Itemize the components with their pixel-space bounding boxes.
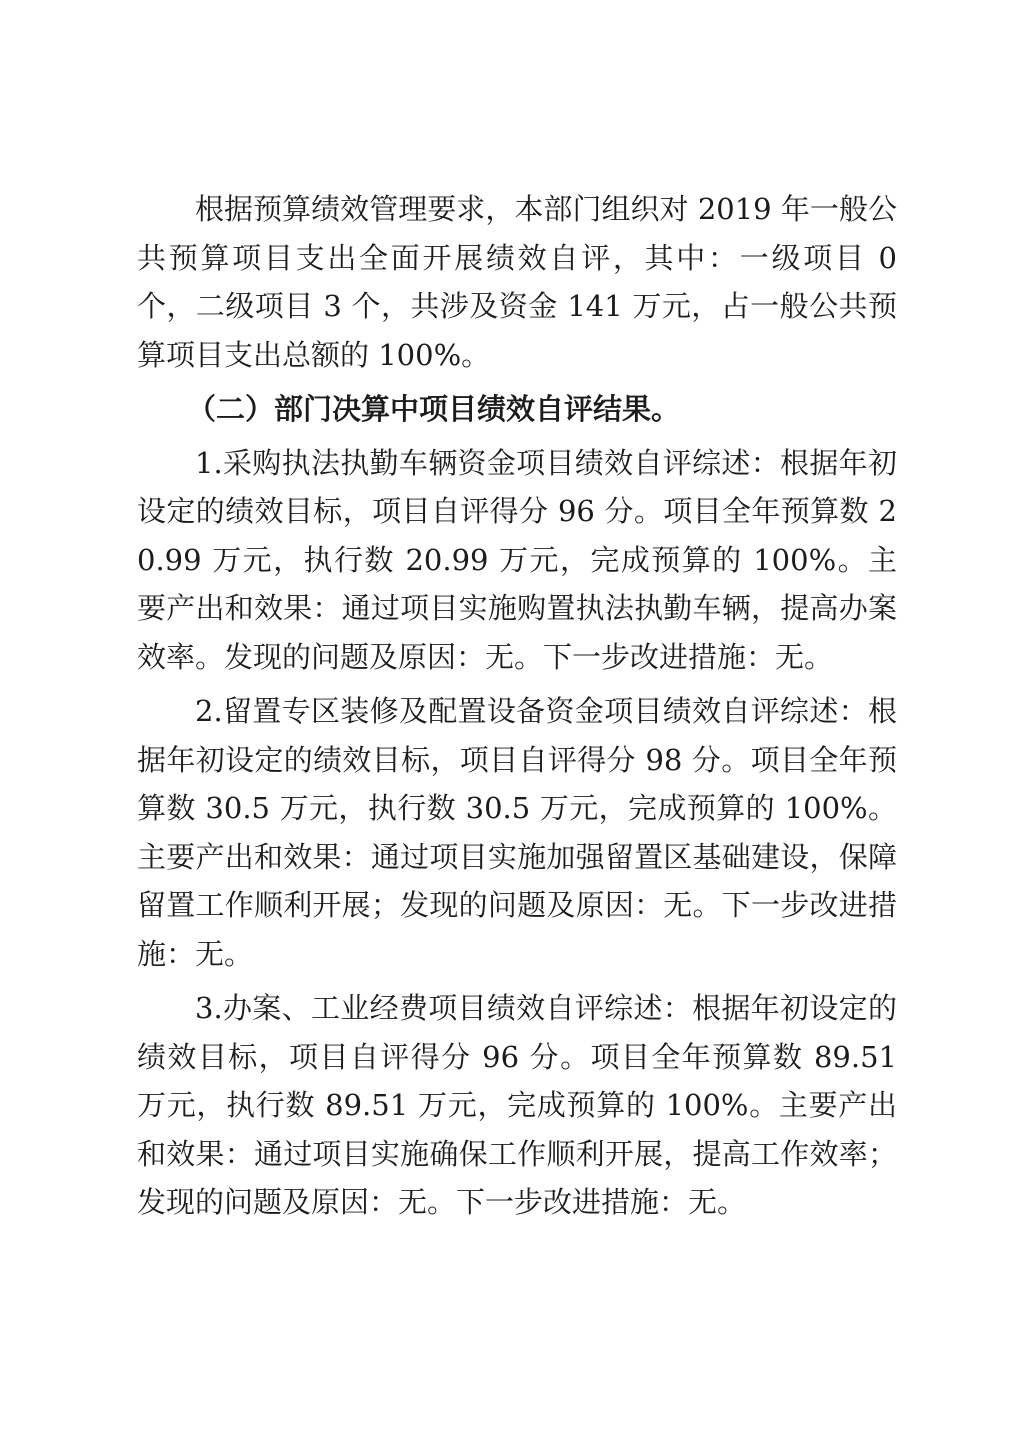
intro-paragraph: 根据预算绩效管理要求，本部门组织对 2019 年一般公共预算项目支出全面开展绩效自评，其中：一级项目 0 个，二级项目 3 个，共涉及资金 141 万元，占一般公共预算项目支出总额的 100%。 [137, 192, 897, 372]
document-body [137, 185, 897, 1227]
section-heading: （二）部门决算中项目绩效自评结果。 [187, 392, 681, 426]
item-paragraph-1: 1.采购执法执勤车辆资金项目绩效自评综述：根据年初设定的绩效目标，项目自评得分 96 分。项目全年预算数 20.99 万元，执行数 20.99 万元，完成预算的 100%。主要产出和效果：通过项目实施购置执法执勤车辆，提高办案效率。发现的问题及原因：无。下一步改进措施：无。 [137, 445, 897, 674]
item-paragraph-2: 2.留置专区装修及配置设备资金项目绩效自评综述：根据年初设定的绩效目标，项目自评得分 98 分。项目全年预算数 30.5 万元，执行数 30.5 万元，完成预算的 100%。主要产出和效果：通过项目实施加强留置区基础建设，保障留置工作顺利开展；发现的问题及原因：无。下一步改进措施：无。 [137, 694, 897, 971]
item-paragraph-3: 3.办案、工业经费项目绩效自评综述：根据年初设定的绩效目标，项目自评得分 96 分。项目全年预算数 89.51 万元，执行数 89.51 万元，完成预算的 100%。主要产出和效果：通过项目实施确保工作顺利开展，提高工作效率；发现的问题及原因：无。下一步改进措施：无。 [137, 991, 897, 1219]
